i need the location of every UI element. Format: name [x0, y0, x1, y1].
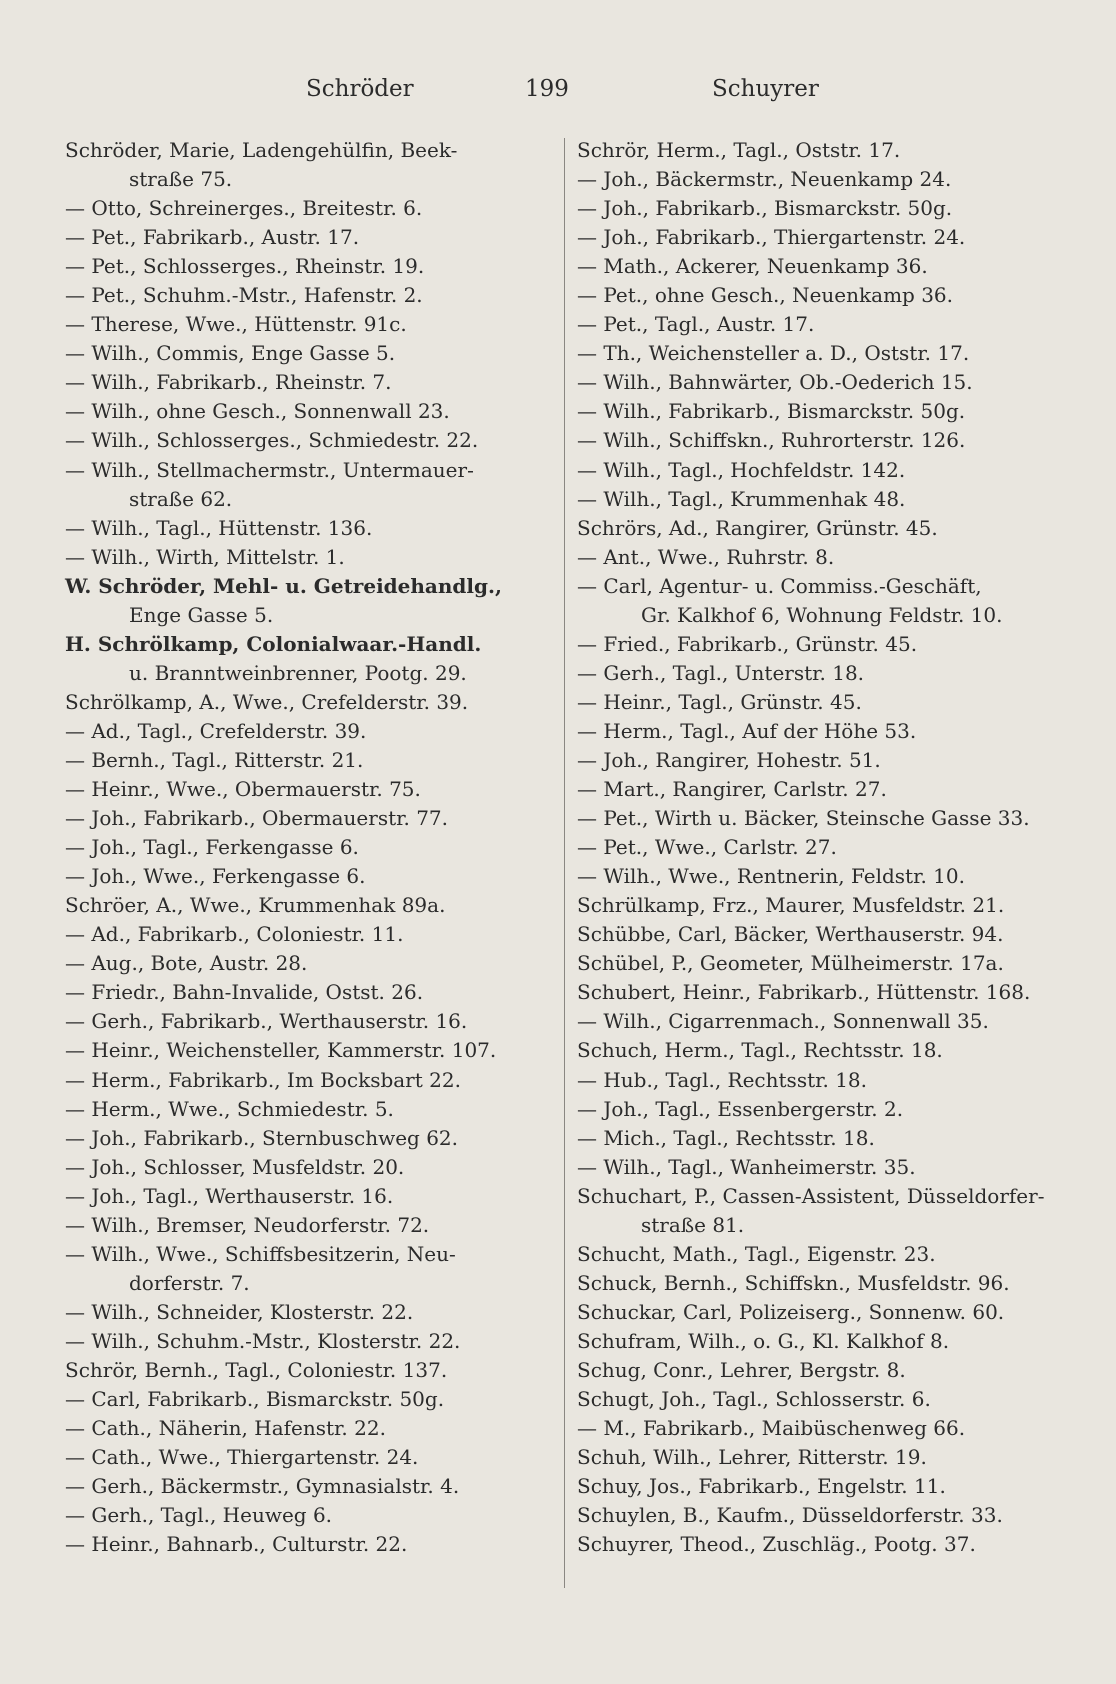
directory-entry: Schröder, Marie, Ladengehülfin, Beek- [65, 138, 458, 162]
directory-entry: — Pet., Schuhm.-Mstr., Hafenstr. 2. [65, 283, 423, 308]
directory-entry: — Wilh., Fabrikarb., Rheinstr. 7. [65, 370, 392, 395]
directory-entry: Schröer, A., Wwe., Krummenhak 89a. [65, 893, 446, 918]
header-right-guide-word: Schuyrer [712, 76, 819, 102]
directory-entry: — Otto, Schreinerges., Breitestr. 6. [65, 196, 423, 221]
column-divider [564, 138, 565, 1588]
directory-entry: — Pet., Tagl., Austr. 17. [577, 312, 815, 337]
directory-entry: — Heinr., Tagl., Grünstr. 45. [577, 689, 862, 714]
directory-entry: Schuchart, P., Cassen-Assistent, Düsseldorfer- [577, 1183, 1045, 1208]
directory-entry: Schugt, Joh., Tagl., Schlosserstr. 6. [577, 1387, 931, 1412]
directory-entry: Schucht, Math., Tagl., Eigenstr. 23. [577, 1241, 936, 1266]
directory-entry: Schuck, Bernh., Schiffskn., Musfeldstr. 96. [577, 1270, 1010, 1295]
directory-entry: — Pet., Schlosserges., Rheinstr. 19. [65, 254, 425, 279]
directory-entry: — Joh., Fabrikarb., Sternbuschweg 62. [65, 1125, 459, 1150]
entry-continuation: straße 62. [129, 486, 233, 511]
directory-entry: — Wilh., Bremser, Neudorferstr. 72. [65, 1212, 430, 1237]
directory-entry: W. Schröder, Mehl- u. Getreidehandlg., [65, 573, 502, 598]
directory-entry: — Joh., Fabrikarb., Obermauerstr. 77. [65, 806, 448, 831]
directory-entry: — Fried., Fabrikarb., Grünstr. 45. [577, 631, 918, 656]
directory-entry: — Wilh., Tagl., Hüttenstr. 136. [65, 515, 373, 540]
right-column [577, 136, 1077, 1559]
directory-entry: — Carl, Agentur- u. Commiss.-Geschäft, [577, 573, 982, 598]
directory-entry: — Wilh., ohne Gesch., Sonnenwall 23. [65, 399, 450, 424]
directory-entry: Schuh, Wilh., Lehrer, Ritterstr. 19. [577, 1445, 927, 1470]
directory-entry: — Wilh., Commis, Enge Gasse 5. [65, 341, 396, 366]
directory-entry: — Wilh., Schlosserges., Schmiedestr. 22. [65, 428, 479, 453]
directory-entry: — Friedr., Bahn-Invalide, Ostst. 26. [65, 980, 424, 1005]
directory-entry: — Gerh., Tagl., Heuweg 6. [65, 1503, 333, 1528]
directory-entry: — Pet., Fabrikarb., Austr. 17. [65, 225, 360, 250]
directory-entry: — Th., Weichensteller a. D., Oststr. 17. [577, 341, 970, 366]
directory-entry: Schuyrer, Theod., Zuschläg., Pootg. 37. [577, 1532, 976, 1557]
directory-entry: — Joh., Fabrikarb., Bismarckstr. 50g. [577, 196, 953, 221]
directory-entry: — Wilh., Fabrikarb., Bismarckstr. 50g. [577, 399, 966, 424]
directory-entry: — Pet., ohne Gesch., Neuenkamp 36. [577, 283, 953, 308]
directory-entry: — Carl, Fabrikarb., Bismarckstr. 50g. [65, 1387, 445, 1412]
directory-entry: — Gerh., Bäckermstr., Gymnasialstr. 4. [65, 1474, 460, 1499]
directory-entry: — Therese, Wwe., Hüttenstr. 91c. [65, 312, 407, 337]
page-header [0, 76, 1116, 116]
directory-entry: — Joh., Tagl., Werthauserstr. 16. [65, 1183, 394, 1208]
entry-continuation: straße 81. [641, 1212, 745, 1237]
directory-entry: — Cath., Wwe., Thiergartenstr. 24. [65, 1445, 419, 1470]
directory-entry: Schuckar, Carl, Polizeiserg., Sonnenw. 60. [577, 1299, 1005, 1324]
directory-entry: — Wilh., Wirth, Mittelstr. 1. [65, 544, 345, 569]
directory-entry: — Wilh., Wwe., Schiffsbesitzerin, Neu- [65, 1241, 456, 1266]
directory-entry: — Cath., Näherin, Hafenstr. 22. [65, 1416, 386, 1441]
directory-entry: — Wilh., Schiffskn., Ruhrorterstr. 126. [577, 428, 966, 453]
directory-entry: H. Schrölkamp, Colonialwaar.-Handl. [65, 631, 482, 656]
directory-entry: — Pet., Wwe., Carlstr. 27. [577, 835, 837, 860]
directory-entry: — Joh., Bäckermstr., Neuenkamp 24. [577, 167, 952, 192]
directory-entry: — Wilh., Bahnwärter, Ob.-Oederich 15. [577, 370, 973, 395]
directory-entry: — Joh., Tagl., Ferkengasse 6. [65, 835, 359, 860]
directory-entry: — Gerh., Fabrikarb., Werthauserstr. 16. [65, 1009, 468, 1034]
directory-entry: — Ant., Wwe., Ruhrstr. 8. [577, 544, 835, 569]
directory-entry: — Heinr., Bahnarb., Culturstr. 22. [65, 1532, 408, 1557]
directory-entry: Schübel, P., Geometer, Mülheimerstr. 17a. [577, 951, 1004, 976]
directory-entry: — Herm., Fabrikarb., Im Bocksbart 22. [65, 1067, 461, 1092]
directory-entry: — Joh., Tagl., Essenbergerstr. 2. [577, 1096, 904, 1121]
directory-entry: Schübbe, Carl, Bäcker, Werthauserstr. 94. [577, 922, 1004, 947]
directory-entry: — Ad., Tagl., Crefelderstr. 39. [65, 718, 367, 743]
directory-entry: Schuch, Herm., Tagl., Rechtsstr. 18. [577, 1038, 943, 1063]
directory-entry: Schuy, Jos., Fabrikarb., Engelstr. 11. [577, 1474, 946, 1499]
directory-entry: Schrölkamp, A., Wwe., Crefelderstr. 39. [65, 689, 469, 714]
directory-entry: Schrülkamp, Frz., Maurer, Musfeldstr. 21. [577, 893, 1005, 918]
directory-entry: — Math., Ackerer, Neuenkamp 36. [577, 254, 928, 279]
directory-entry: — Joh., Fabrikarb., Thiergartenstr. 24. [577, 225, 966, 250]
directory-entry: Schubert, Heinr., Fabrikarb., Hüttenstr. 168. [577, 980, 1031, 1005]
directory-entry: — Wilh., Schneider, Klosterstr. 22. [65, 1299, 414, 1324]
entry-continuation: Gr. Kalkhof 6, Wohnung Feldstr. 10. [641, 602, 1003, 627]
directory-entry: — Wilh., Stellmachermstr., Untermauer- [65, 457, 474, 482]
directory-entry: — Wilh., Tagl., Hochfeldstr. 142. [577, 457, 906, 482]
directory-entry: — Aug., Bote, Austr. 28. [65, 951, 308, 976]
entry-continuation: straße 75. [129, 167, 233, 192]
directory-entry: Schufram, Wilh., o. G., Kl. Kalkhof 8. [577, 1328, 950, 1353]
directory-entry: — Heinr., Wwe., Obermauerstr. 75. [65, 777, 421, 802]
directory-entry: — Wilh., Tagl., Krummenhak 48. [577, 486, 906, 511]
directory-entry: — Joh., Rangirer, Hohestr. 51. [577, 747, 881, 772]
directory-entry: — Joh., Wwe., Ferkengasse 6. [65, 864, 366, 889]
directory-entry: — Mart., Rangirer, Carlstr. 27. [577, 777, 887, 802]
directory-entry: Schrör, Bernh., Tagl., Coloniestr. 137. [65, 1357, 448, 1382]
directory-entry: Schrör, Herm., Tagl., Oststr. 17. [577, 138, 901, 162]
directory-entry: — M., Fabrikarb., Maibüschenweg 66. [577, 1416, 966, 1441]
directory-entry: — Hub., Tagl., Rechtsstr. 18. [577, 1067, 867, 1092]
directory-entry: — Mich., Tagl., Rechtsstr. 18. [577, 1125, 875, 1150]
directory-entry: — Heinr., Weichensteller, Kammerstr. 107. [65, 1038, 497, 1063]
directory-entry: — Bernh., Tagl., Ritterstr. 21. [65, 747, 364, 772]
directory-entry: — Wilh., Tagl., Wanheimerstr. 35. [577, 1154, 916, 1179]
directory-entry: Schrörs, Ad., Rangirer, Grünstr. 45. [577, 515, 938, 540]
entry-continuation: dorferstr. 7. [129, 1270, 250, 1295]
directory-entry: — Joh., Schlosser, Musfeldstr. 20. [65, 1154, 405, 1179]
directory-entry: Schuylen, B., Kaufm., Düsseldorferstr. 33. [577, 1503, 1003, 1528]
page-number: 199 [525, 76, 569, 102]
directory-entry: — Pet., Wirth u. Bäcker, Steinsche Gasse 33. [577, 806, 1030, 831]
header-left-guide-word: Schröder [306, 76, 414, 102]
entry-continuation: Enge Gasse 5. [129, 602, 274, 627]
directory-entry: — Ad., Fabrikarb., Coloniestr. 11. [65, 922, 404, 947]
entry-continuation: u. Branntweinbrenner, Pootg. 29. [129, 660, 467, 685]
directory-entry: — Wilh., Wwe., Rentnerin, Feldstr. 10. [577, 864, 965, 889]
directory-entry: — Wilh., Schuhm.-Mstr., Klosterstr. 22. [65, 1328, 461, 1353]
directory-entry: — Wilh., Cigarrenmach., Sonnenwall 35. [577, 1009, 989, 1034]
directory-entry: — Herm., Tagl., Auf der Höhe 53. [577, 718, 917, 743]
directory-entry: — Gerh., Tagl., Unterstr. 18. [577, 660, 865, 685]
left-column [65, 136, 555, 1559]
directory-entry: — Herm., Wwe., Schmiedestr. 5. [65, 1096, 394, 1121]
directory-entry: Schug, Conr., Lehrer, Bergstr. 8. [577, 1357, 906, 1382]
